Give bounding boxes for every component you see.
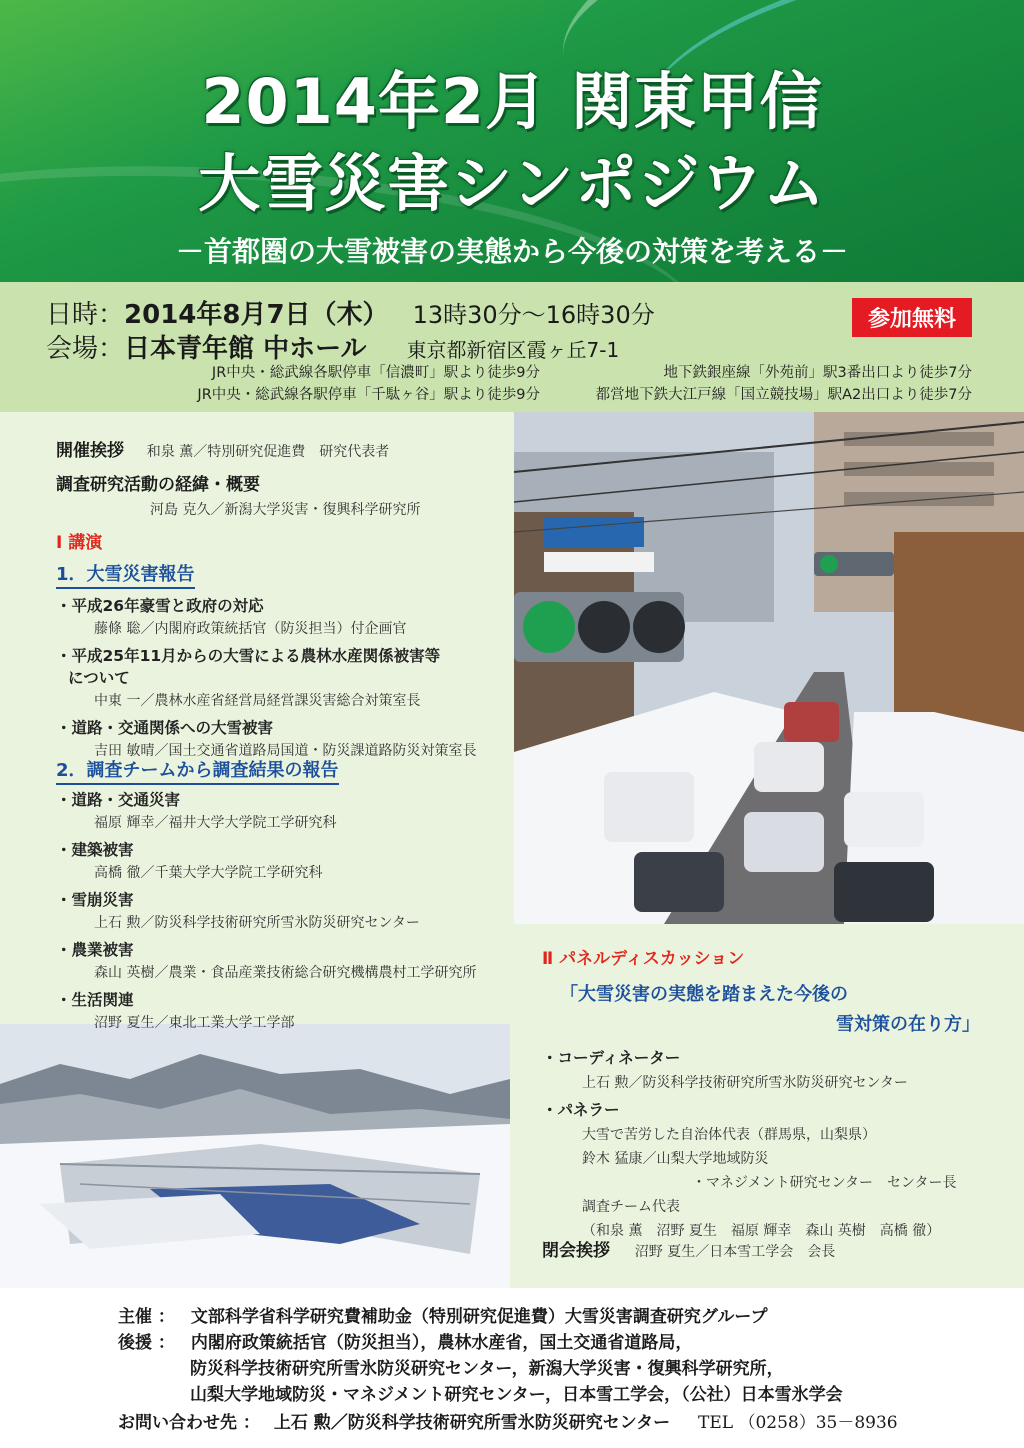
talk-person: 藤條 聡／内閣府政策統括官（防災担当）付企画官 xyxy=(94,621,407,637)
coordinator-person: 上石 勲／防災科学技術研究所雪氷防災研究センター xyxy=(582,1075,908,1091)
talk-title: ・平成26年豪雪と政府の対応 xyxy=(56,597,264,615)
list-item xyxy=(56,838,506,882)
talk-person: 吉田 敏晴／国土交通省道路局国道・防災課道路防災対策室長 xyxy=(94,743,477,759)
list-item xyxy=(56,644,506,710)
sub1-title xyxy=(56,560,195,589)
panel-theme-line1: 「大雪災害の実態を踏まえた今後の xyxy=(560,984,848,1005)
report-person: 森山 英樹／農業・食品産業技術総合研究機構農村工学研究所 xyxy=(94,965,477,981)
access-line: JR中央・総武線各駅停車「千駄ヶ谷」駅より徒歩9分 xyxy=(197,387,540,403)
closing-remarks xyxy=(542,1236,835,1261)
organizer-row xyxy=(118,1302,767,1327)
greenhouse-photo-illustration xyxy=(0,1024,510,1288)
support-line: 山梨大学地域防災・マネジメント研究センター，日本雪工学会，（公社）日本雪氷学会 xyxy=(190,1385,843,1405)
contact-label: お問い合わせ先 ： xyxy=(118,1413,260,1433)
contact-tel: TEL （0258）35－8936 xyxy=(698,1413,898,1433)
list-item xyxy=(56,888,506,932)
background-person: 河島 克久／新潟大学災害・復興科学研究所 xyxy=(150,502,421,518)
coordinator xyxy=(542,1046,992,1092)
talk-title: ・平成25年11月からの大雪による農林水産関係被害等 xyxy=(56,647,441,665)
list-item xyxy=(56,788,506,832)
coordinator-label: ・コーディネーター xyxy=(542,1049,681,1067)
sub2-title xyxy=(56,756,339,785)
sub2-list xyxy=(56,788,506,1032)
street-photo-illustration xyxy=(514,412,1024,924)
list-item xyxy=(56,716,506,760)
report-title: ・建築被害 xyxy=(56,841,134,859)
panelist-line: （和泉 薫 沼野 夏生 福原 輝幸 森山 英樹 高橋 徹） xyxy=(582,1223,941,1239)
section1-heading: Ⅰ 講演 xyxy=(56,533,103,553)
access-line: JR中央・総武線各駅停車「信濃町」駅より徒歩9分 xyxy=(211,365,540,381)
report-title: ・農業被害 xyxy=(56,941,134,959)
snowy-street-photo xyxy=(514,412,1024,924)
sub2-heading: 2．調査チームから調査結果の報告 xyxy=(56,756,339,785)
date-value: 2014年8月7日（木） xyxy=(124,300,389,330)
event-info xyxy=(0,282,1024,412)
opening-remarks xyxy=(56,436,389,461)
time-value: 13時30分～16時30分 xyxy=(412,301,655,329)
report-person: 上石 勲／防災科学技術研究所雪氷防災研究センター xyxy=(94,915,420,931)
talk-title: ・道路・交通関係への大雪被害 xyxy=(56,719,274,737)
list-item xyxy=(56,594,506,638)
panelist-line: 大雪で苦労した自治体代表（群馬県，山梨県） xyxy=(582,1127,876,1143)
opening-person: 和泉 薫／特別研究促進費 研究代表者 xyxy=(146,444,390,460)
report-title: ・雪崩災害 xyxy=(56,891,134,909)
report-title: ・道路・交通災害 xyxy=(56,791,181,809)
contact-value: 上石 勲／防災科学技術研究所雪氷防災研究センター xyxy=(273,1413,671,1433)
report-title: ・生活関連 xyxy=(56,991,134,1009)
venue-value: 日本青年館 中ホール xyxy=(124,334,367,364)
section2-heading: Ⅱ パネルディスカッション xyxy=(542,949,745,969)
opening-label: 開催挨拶 xyxy=(56,441,124,461)
support-line: 内閣府政策統括官（防災担当），農林水産省，国土交通省道路局， xyxy=(190,1333,693,1353)
support-row xyxy=(118,1328,692,1353)
organizer-label: 主催 ： xyxy=(118,1307,175,1327)
list-item xyxy=(56,988,506,1032)
support-label: 後援 ： xyxy=(118,1333,175,1353)
panel-theme xyxy=(560,980,980,1036)
support-line: 防災科学技術研究所雪氷防災研究センター，新潟大学災害・復興科学研究所， xyxy=(190,1359,784,1379)
talk-person: 中東 一／農林水産省経営局経営課災害総合対策室長 xyxy=(94,693,421,709)
sub1-heading: 1．大雪災害報告 xyxy=(56,560,195,589)
access-line: 地下鉄銀座線「外苑前」駅3番出口より徒歩7分 xyxy=(663,365,972,381)
title-line-1: 2014年2月 関東甲信 xyxy=(201,65,823,138)
free-admission-badge: 参加無料 xyxy=(852,298,972,337)
panelist-line: 調査チーム代表 xyxy=(582,1199,680,1215)
contact-row xyxy=(118,1408,898,1433)
access-right xyxy=(532,362,972,406)
title-line-2: 大雪災害シンポジウム xyxy=(198,147,826,220)
footer xyxy=(0,1288,1024,1448)
panelists xyxy=(542,1098,1002,1240)
collapsed-greenhouse-photo xyxy=(0,1024,510,1288)
panelist-label: ・パネラー xyxy=(542,1101,620,1119)
list-item xyxy=(56,938,506,982)
subtitle: －首都圏の大雪被害の実態から今後の対策を考える－ xyxy=(175,235,848,268)
panelist-line: 鈴木 猛康／山梨大学地域防災 xyxy=(582,1151,769,1167)
access-line: 都営地下鉄大江戸線「国立競技場」駅A2出口より徒歩7分 xyxy=(595,387,972,403)
section2-title xyxy=(542,944,744,969)
background-label: 調査研究活動の経緯・概要 xyxy=(56,475,260,495)
closing-label: 閉会挨拶 xyxy=(542,1241,610,1261)
organizer-value: 文部科学省科学研究費補助金（特別研究促進費）大雪災害調査研究グループ xyxy=(190,1307,768,1327)
background-overview xyxy=(56,470,420,519)
panel-theme-line2: 雪対策の在り方」 xyxy=(836,1014,980,1035)
sub1-list xyxy=(56,594,506,760)
access-left xyxy=(120,362,540,406)
report-person: 高橋 徹／千葉大学大学院工学研究科 xyxy=(94,865,323,881)
date-label: 日時： xyxy=(46,300,125,330)
report-person: 沼野 夏生／東北工業大学工学部 xyxy=(94,1015,295,1031)
venue-address: 東京都新宿区霞ヶ丘7-1 xyxy=(406,338,620,362)
section1-title xyxy=(56,528,102,553)
venue-label: 会場： xyxy=(46,334,125,364)
panelist-line: ・マネジメント研究センター センター長 xyxy=(692,1175,957,1191)
header-banner xyxy=(0,0,1024,282)
venue-row xyxy=(46,328,619,365)
talk-title-cont: について xyxy=(68,669,130,687)
report-person: 福原 輝幸／福井大学大学院工学研究科 xyxy=(94,815,337,831)
closing-person: 沼野 夏生／日本雪工学会 会長 xyxy=(634,1244,836,1260)
date-row xyxy=(46,294,655,331)
